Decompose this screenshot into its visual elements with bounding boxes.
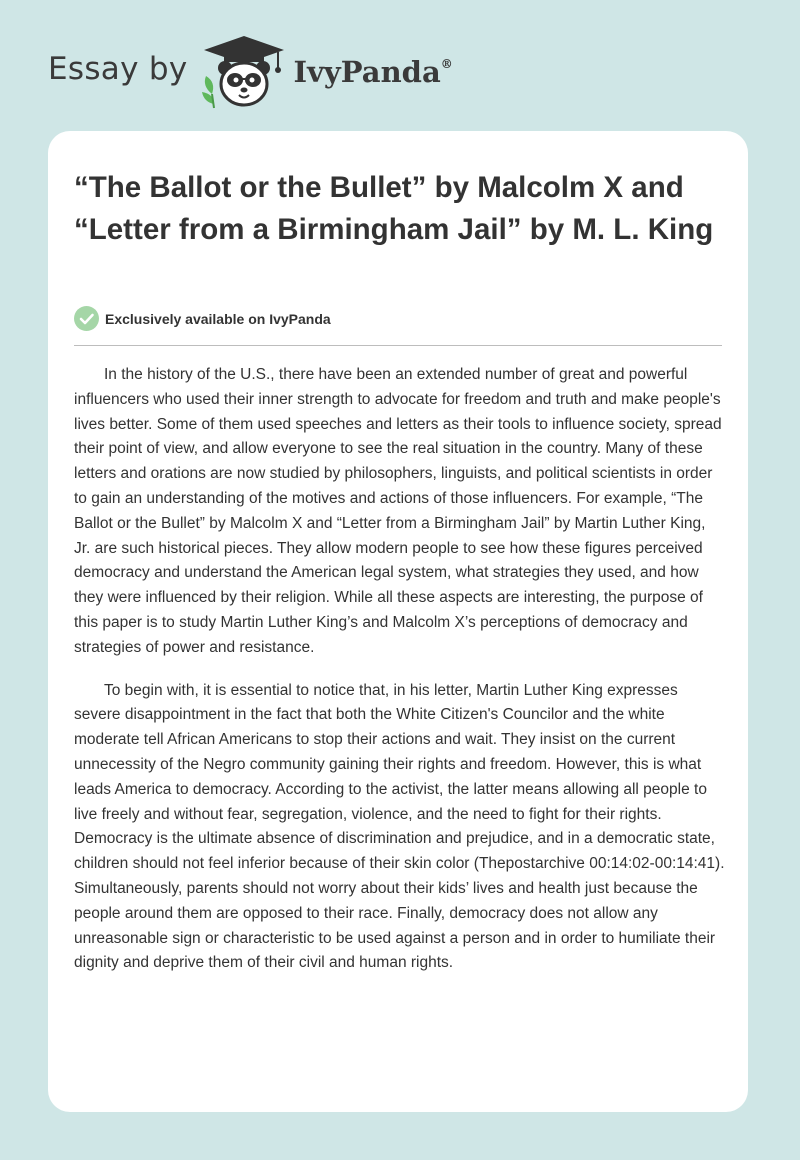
essay-card <box>48 131 748 1112</box>
site-logo[interactable] <box>48 34 508 110</box>
panda-graduate-icon <box>198 34 290 110</box>
essay-title: “The Ballot or the Bullet” by Malcolm X and “Letter from a Birmingham Jail” by M. L. King <box>74 171 714 246</box>
exclusive-badge <box>74 306 331 331</box>
paragraph: To begin with, it is essential to notice that, in his letter, Martin Luther King expresses severe disappointment in the fact that both the White Citizen's Councilor and the white moderate tell African Americans to stop their actions and wait. They insist on the current unnecessity of the Negro community gaining their rights and freedom. However, this is what leads America to democracy. According to the activist, the latter means allowing all people to live freely and without fear, segregation, violence, and the need to fight for their rights. Democracy is the ultimate absence of discrimination and prejudice, and in a democratic state, children should not feel inferior because of their skin color (Thepostarchive 00:14:02-00:14:41). Simultaneously, parents should not worry about their kids’ lives and health just because the people around them are opposed to their race. Finally, democracy does not allow any unreasonable sign or characteristic to be used against a person and in order to humiliate their dignity and deprive them of their civil and human rights. <box>74 681 725 972</box>
essay-by-label: Essay by <box>48 51 188 87</box>
brand-name: IvyPanda® <box>293 55 453 89</box>
paragraph: In the history of the U.S., there have been an extended number of great and powerful influencers who used their inner strength to advocate for freedom and truth and make people's lives better. Some of them used speeches and letters as their tools to influence society, spread their point of view, and allow everyone to see the real situation in the country. Many of these letters and orations are now studied by philosophers, linguists, and political scientists in order to gain an understanding of the motives and actions of those influencers. For example, “The Ballot or the Bullet” by Malcolm X and “Letter from a Birmingham Jail” by Martin Luther King, Jr. are such historical pieces. They allow modern people to see how these figures perceived democracy and understand the American legal system, what strategies they used, and how they were influenced by their religion. While all these aspects are interesting, the purpose of this paper is to study Martin Luther King’s and Malcolm X’s perceptions of democracy and strategies of power and resistance. <box>74 366 722 656</box>
title-divider <box>74 345 722 346</box>
exclusive-label: Exclusively available on IvyPanda <box>105 310 331 327</box>
check-circle-icon <box>74 306 99 331</box>
essay-body <box>74 363 726 994</box>
registered-mark: ® <box>440 57 453 71</box>
